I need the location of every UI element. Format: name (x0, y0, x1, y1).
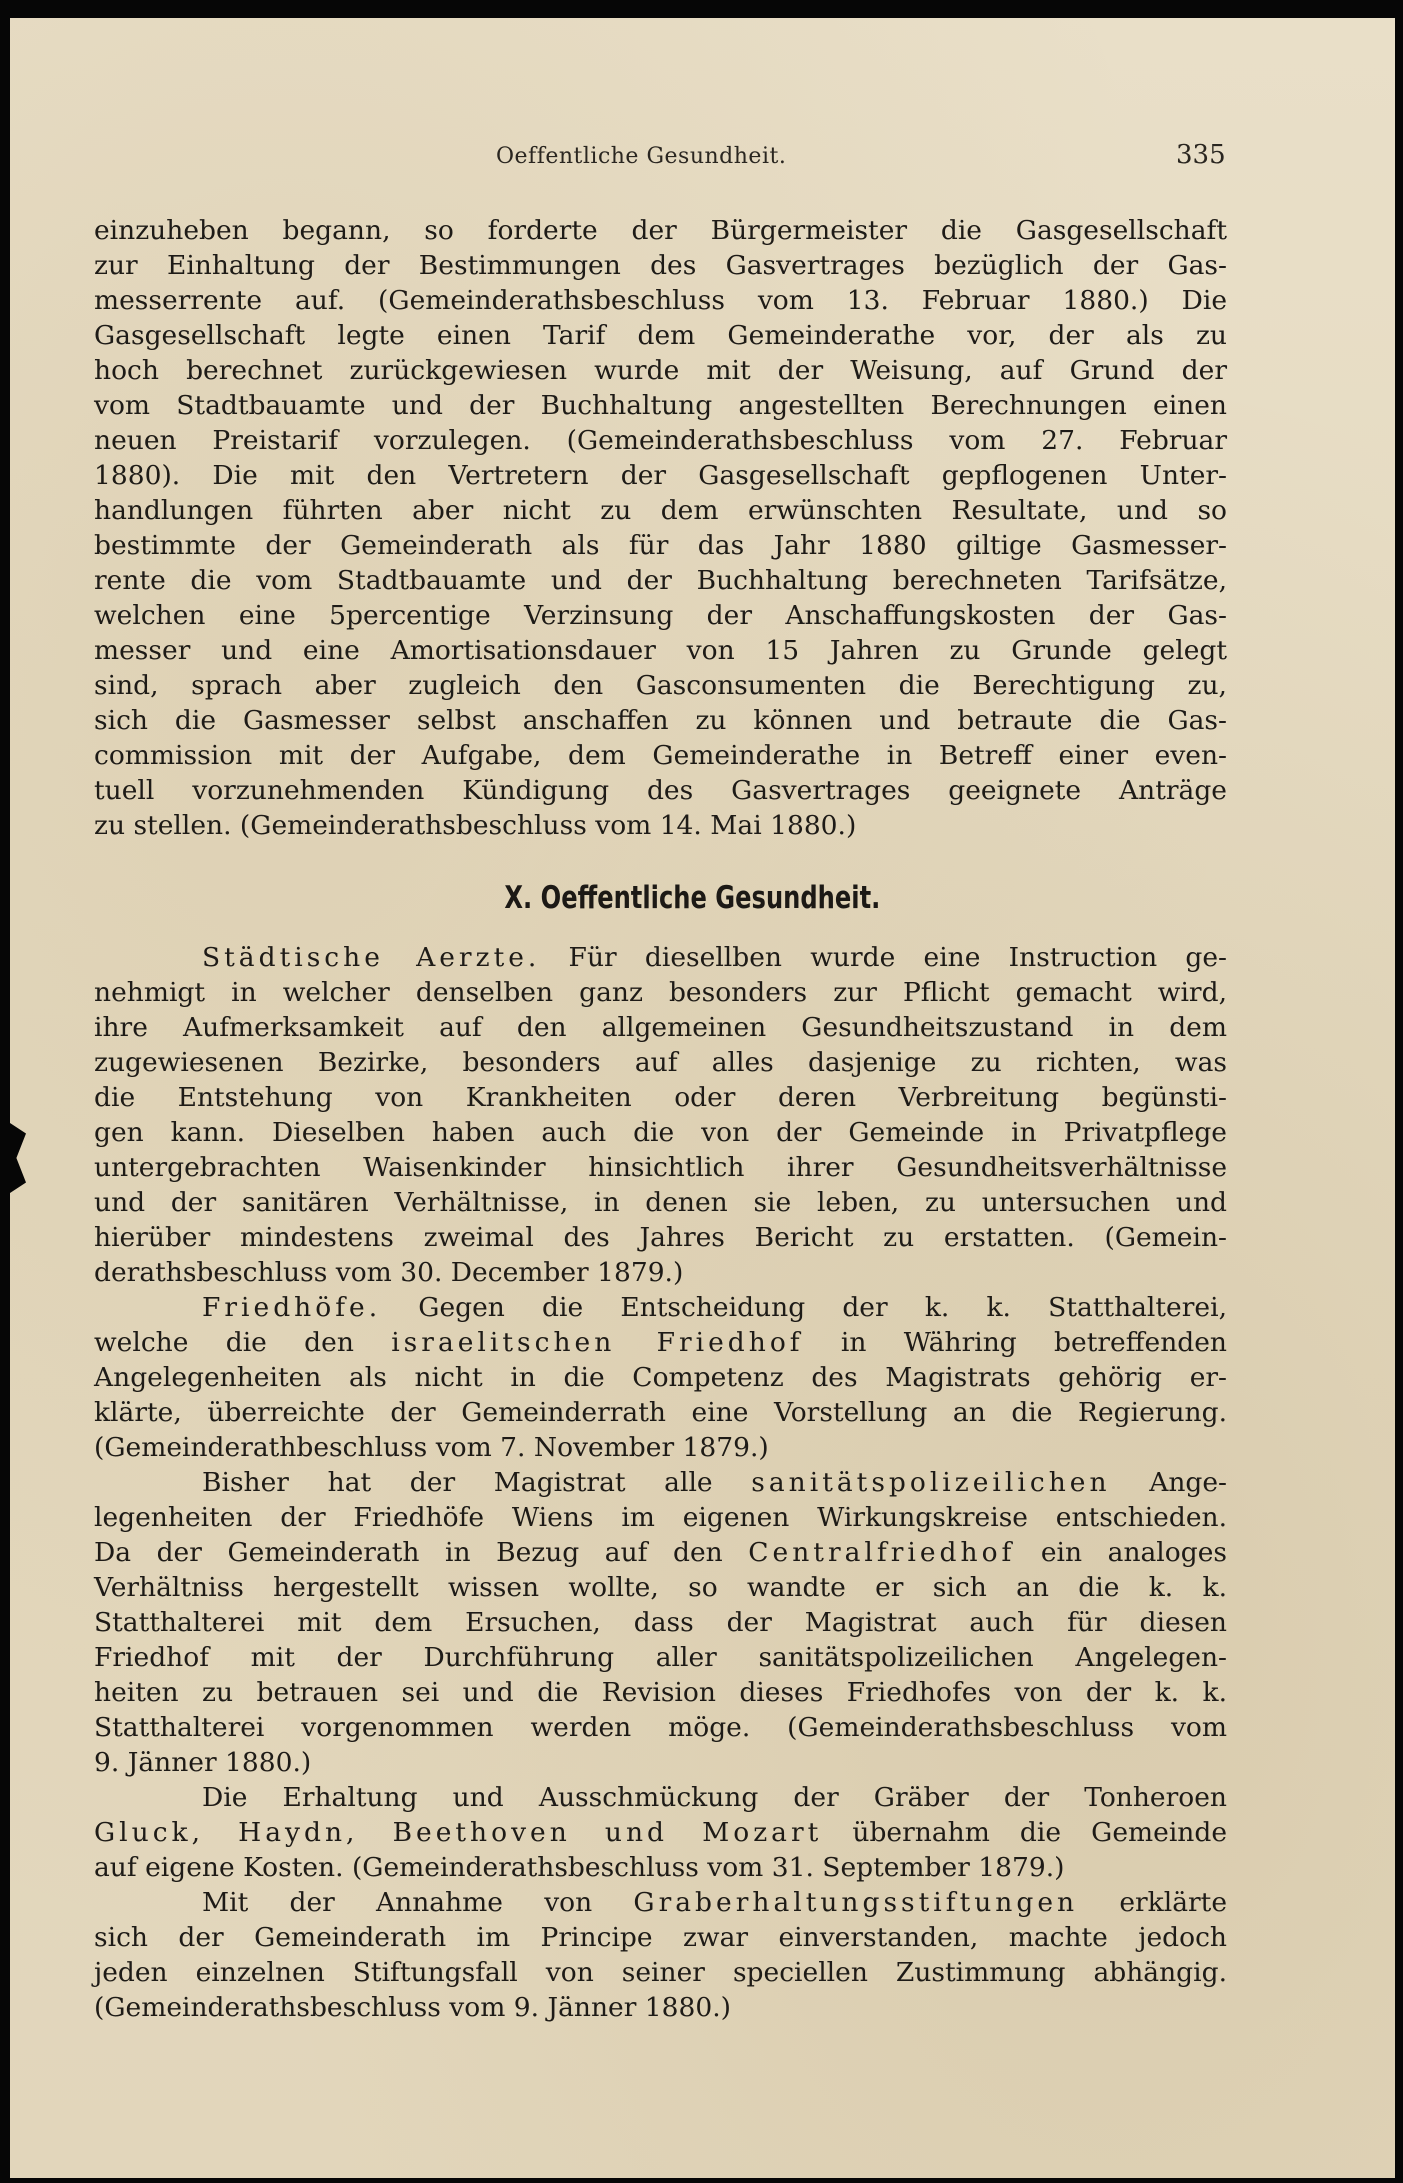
spaced-term: Gluck, Haydn, Beethoven und Mozart (94, 1817, 823, 1848)
section-body (94, 940, 1227, 2025)
text-run: erklärte (1078, 1887, 1227, 1918)
text-line: Gasgesellschaft legte einen Tarif dem Gemeinderathe vor, der als zu (94, 320, 1227, 351)
text-line (94, 1325, 1227, 1360)
text-line: 1880). Die mit den Vertretern der Gasgesellschaft gepflogenen Unter- (94, 460, 1227, 491)
text-line (94, 940, 1227, 975)
text-line: klärte, überreichte der Gemeinderrath eine Vorstellung an die Regierung. (94, 1397, 1227, 1428)
text-run: Für diesellben wurde eine Instruction ge- (540, 942, 1227, 973)
section-heading: X. Oeffentliche Gesundheit. (504, 880, 881, 916)
text-line: (Gemeinderathbeschluss vom 7. November 1879.) (94, 1432, 769, 1463)
text-line (94, 1535, 1227, 1570)
text-line: nehmigt in welcher denselben ganz besonders zur Pflicht gemacht wird, (94, 977, 1227, 1008)
text-run: welche die den (94, 1327, 392, 1358)
text-line: sind, sprach aber zugleich den Gasconsumenten die Berechtigung zu, (94, 670, 1227, 701)
text-line (94, 1465, 1227, 1500)
text-line: handlungen führten aber nicht zu dem erwünschten Resultate, und so (94, 495, 1227, 526)
spaced-term: israelitschen Friedhof (391, 1327, 804, 1358)
text-line: 9. Jänner 1880.) (94, 1747, 312, 1778)
text-line: (Gemeinderathsbeschluss vom 9. Jänner 1880.) (94, 1992, 732, 2023)
spaced-term: Centralfriedhof (748, 1537, 1016, 1568)
text-run: Gegen die Entscheidung der k. k. Statthalterei, (381, 1292, 1227, 1323)
text-run: Da der Gemeinderath in Bezug auf den (94, 1537, 749, 1568)
text-line: hoch berechnet zurückgewiesen wurde mit der Weisung, auf Grund der (94, 355, 1227, 386)
continued-paragraph (94, 213, 1227, 843)
text-line: messer und eine Amortisationsdauer von 15 Jahren zu Grunde gelegt (94, 635, 1227, 666)
text-line: die Entstehung von Krankheiten oder deren Verbreitung begünsti- (94, 1082, 1227, 1113)
text-line: welchen eine 5percentige Verzinsung der Anschaffungskosten der Gas- (94, 600, 1227, 631)
text-line: vom Stadtbauamte und der Buchhaltung angestellten Berechnungen einen (94, 390, 1227, 421)
text-run: Bisher hat der Magistrat alle (202, 1467, 752, 1498)
text-line: neuen Preistarif vorzulegen. (Gemeinderathsbeschluss vom 27. Februar (94, 425, 1227, 456)
text-line: Statthalterei mit dem Ersuchen, dass der Magistrat auch für diesen (94, 1607, 1227, 1638)
text-line: Angelegenheiten als nicht in die Competenz des Magistrats gehörig er- (94, 1362, 1227, 1393)
text-line: zugewiesenen Bezirke, besonders auf alles dasjenige zu richten, was (94, 1047, 1227, 1078)
text-run: ein analoges (1015, 1537, 1227, 1568)
text-line: messerrente auf. (Gemeinderathsbeschluss vom 13. Februar 1880.) Die (94, 285, 1227, 316)
text-line: sich die Gasmesser selbst anschaffen zu können und betraute die Gas- (94, 705, 1227, 736)
text-line: ihre Aufmerksamkeit auf den allgemeinen Gesundheitszustand in dem (94, 1012, 1227, 1043)
spaced-term: Friedhöfe. (202, 1292, 382, 1323)
torn-edge (10, 1123, 26, 1193)
text-line: commission mit der Aufgabe, dem Gemeinderathe in Betreff einer even- (94, 740, 1227, 771)
text-run: Mit der Annahme von (202, 1887, 634, 1918)
text-line: jeden einzelnen Stiftungsfall von seiner speciellen Zustimmung abhängig. (94, 1957, 1227, 1988)
text-line: Verhältniss hergestellt wissen wollte, so wandte er sich an die k. k. (94, 1572, 1227, 1603)
spaced-term: Städtische Aerzte. (202, 942, 541, 973)
text-line: hierüber mindestens zweimal des Jahres Bericht zu erstatten. (Gemein- (94, 1222, 1227, 1253)
spaced-term: Graberhaltungsstiftungen (633, 1887, 1079, 1918)
spaced-term: sanitätspolizeilichen (751, 1467, 1111, 1498)
running-head: Oeffentliche Gesundheit. (496, 144, 787, 169)
text-line: und der sanitären Verhältnisse, in denen sie leben, zu untersuchen und (94, 1187, 1227, 1218)
text-line (94, 1290, 1227, 1325)
text-line: sich der Gemeinderath im Principe zwar einverstanden, machte jedoch (94, 1922, 1227, 1953)
text-line: legenheiten der Friedhöfe Wiens im eigenen Wirkungskreise entschieden. (94, 1502, 1227, 1533)
text-line: untergebrachten Waisenkinder hinsichtlich ihrer Gesundheitsverhältnisse (94, 1152, 1227, 1183)
text-run: in Währing betreffenden (803, 1327, 1227, 1358)
text-run: übernahm die Gemeinde (822, 1817, 1228, 1848)
text-line: Die Erhaltung und Ausschmückung der Gräber der Tonheroen (202, 1782, 1227, 1813)
text-line (94, 1885, 1227, 1920)
page-number: 335 (1176, 140, 1226, 170)
text-line: Statthalterei vorgenommen werden möge. (Gemeinderathsbeschluss vom (94, 1712, 1227, 1743)
text-line: auf eigene Kosten. (Gemeinderathsbeschluss vom 31. September 1879.) (94, 1852, 1065, 1883)
text-line: gen kann. Dieselben haben auch die von der Gemeinde in Privatpflege (94, 1117, 1227, 1148)
text-line: zur Einhaltung der Bestimmungen des Gasvertrages bezüglich der Gas- (94, 250, 1227, 281)
text-line: derathsbeschluss vom 30. December 1879.) (94, 1257, 684, 1288)
text-line: zu stellen. (Gemeinderathsbeschluss vom 14. Mai 1880.) (94, 810, 857, 841)
text-line: Friedhof mit der Durchführung aller sanitätspolizeilichen Angelegen- (94, 1642, 1227, 1673)
text-line: tuell vorzunehmenden Kündigung des Gasvertrages geeignete Anträge (94, 775, 1227, 806)
text-line: rente die vom Stadtbauamte und der Buchhaltung berechneten Tarifsätze, (94, 565, 1227, 596)
text-line: bestimmte der Gemeinderath als für das Jahr 1880 giltige Gasmesser- (94, 530, 1227, 561)
text-line (94, 1815, 1227, 1850)
text-line: einzuheben begann, so forderte der Bürgermeister die Gasgesellschaft (94, 215, 1227, 246)
text-line: heiten zu betrauen sei und die Revision dieses Friedhofes von der k. k. (94, 1677, 1227, 1708)
page-header (0, 130, 1403, 170)
text-run: Ange- (1110, 1467, 1227, 1498)
